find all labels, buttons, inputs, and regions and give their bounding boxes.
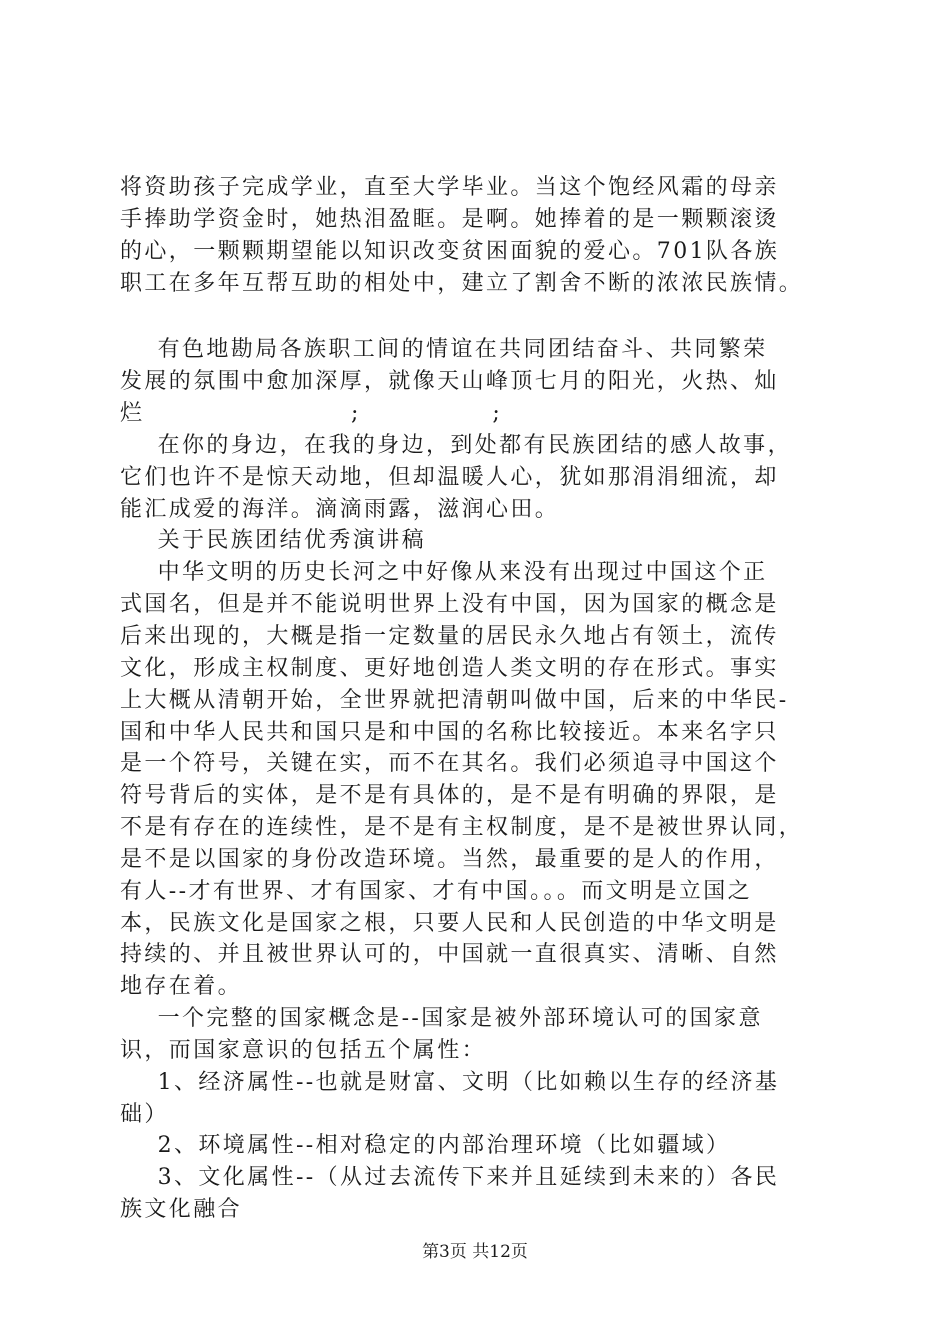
text-line: 烂 ; ;: [120, 401, 503, 426]
text-line: 国和中华人民共和国只是和中国的名称比较接近。本来名字只: [120, 720, 779, 745]
text-line: 是不是以国家的身份改造环境。当然，最重要的是人的作用，: [120, 847, 779, 872]
text-line: 的心，一颗颗期望能以知识改变贫困面貌的爱心。701队各族: [120, 239, 780, 264]
text-line: 文化，形成主权制度、更好地创造人类文明的存在形式。事实: [120, 656, 779, 681]
text-line: 一个完整的国家概念是--国家是被外部环境认可的国家意: [120, 1006, 763, 1031]
text-line: 上大概从清朝开始，全世界就把清朝叫做中国，后来的中华民-: [120, 688, 789, 713]
text-line: 本，民族文化是国家之根，只要人民和人民创造的中华文明是: [120, 911, 779, 936]
text-line: 有人--才有世界、才有国家、才有中国。。。而文明是立国之: [120, 879, 753, 904]
text-line: 有色地勘局各族职工间的情谊在共同团结奋斗、共同繁荣: [120, 337, 768, 362]
text-line: 中华文明的历史长河之中好像从来没有出现过中国这个正: [120, 560, 768, 585]
page-number-footer: 第3页 共12页: [422, 1242, 528, 1262]
text-line: 持续的、并且被世界认可的，中国就一直很真实、清晰、自然: [120, 942, 779, 967]
text-line: 础）: [120, 1102, 169, 1127]
text-line: 1、经济属性--也就是财富、文明（比如赖以生存的经济基: [120, 1070, 780, 1095]
text-line: 后来出现的，大概是指一定数量的居民永久地占有领土，流传: [120, 624, 779, 649]
text-line: 是一个符号，关键在实，而不在其名。我们必须追寻中国这个: [120, 751, 779, 776]
text-line: 能汇成爱的海洋。滴滴雨露，滋润心田。: [120, 497, 560, 522]
text-line: 职工在多年互帮互助的相处中，建立了割舍不断的浓浓民族情。: [120, 271, 804, 296]
text-line: 不是有存在的连续性，是不是有主权制度，是不是被世界认同，: [120, 815, 804, 840]
section-heading: 关于民族团结优秀演讲稿: [120, 528, 426, 553]
text-line: 3、文化属性--（从过去流传下来并且延续到未来的）各民: [120, 1165, 780, 1190]
text-line: 地存在着。: [120, 974, 243, 999]
text-line: 识，而国家意识的包括五个属性：: [120, 1038, 487, 1063]
text-line: 2、环境属性--相对稳定的内部治理环境（比如疆域）: [120, 1133, 731, 1158]
text-line: 它们也许不是惊天动地，但却温暖人心，犹如那涓涓细流，却: [120, 465, 779, 490]
text-line: 将资助孩子完成学业，直至大学毕业。当这个饱经风霜的母亲: [120, 175, 779, 200]
text-line: 手捧助学资金时，她热泪盈眶。是啊。她捧着的是一颗颗滚烫: [120, 207, 779, 232]
text-line: 式国名，但是并不能说明世界上没有中国，因为国家的概念是: [120, 592, 779, 617]
text-line: 在你的身边，在我的身边，到处都有民族团结的感人故事，: [120, 433, 792, 458]
text-line: 族文化融合: [120, 1197, 243, 1222]
text-line: 发展的氛围中愈加深厚，就像天山峰顶七月的阳光，火热、灿: [120, 369, 779, 394]
text-line: 符号背后的实体，是不是有具体的，是不是有明确的界限，是: [120, 783, 779, 808]
